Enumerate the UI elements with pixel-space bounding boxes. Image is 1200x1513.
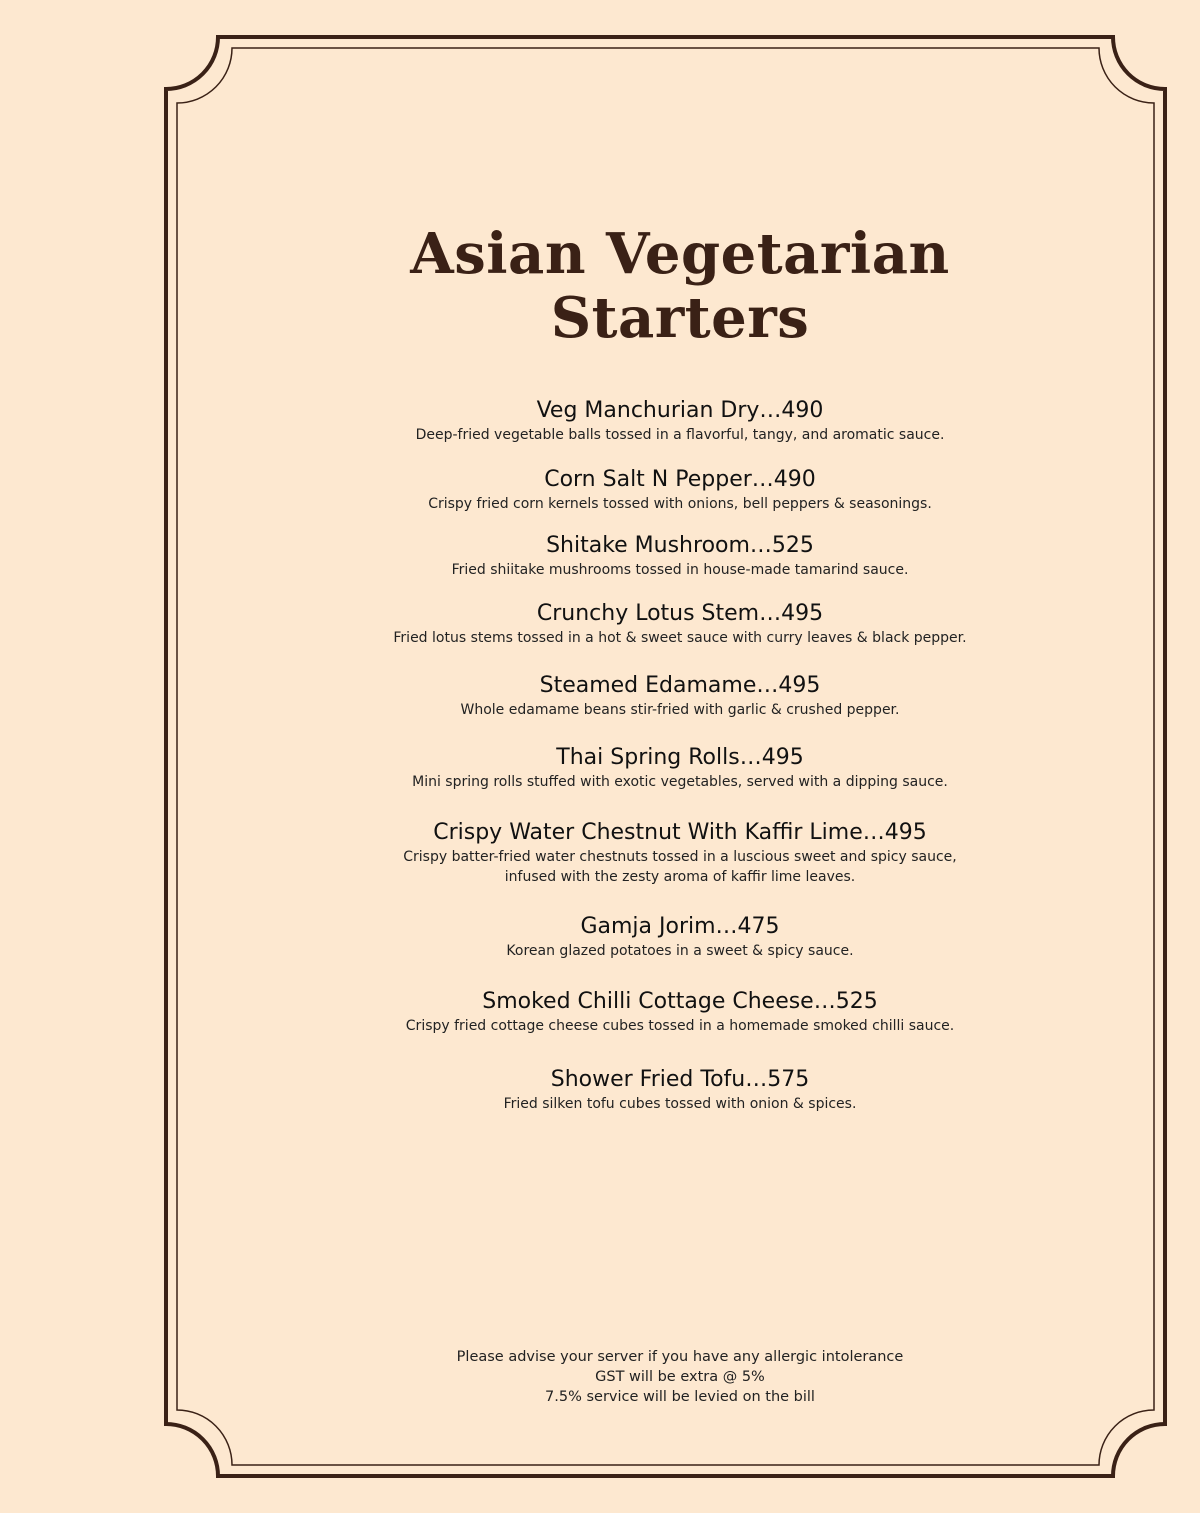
menu-item-price: 575 <box>767 1067 810 1092</box>
price-separator: … <box>756 673 779 698</box>
menu-item-description: Fried lotus stems tossed in a hot & sweet sauce with curry leaves & black pepper. <box>393 630 967 646</box>
menu-item <box>330 988 1030 1036</box>
menu-item-heading <box>330 819 1030 847</box>
menu-item-name: Smoked Chilli Cottage Cheese <box>482 989 814 1014</box>
menu-item-description: Crispy fried corn kernels tossed with onions, bell peppers & seasonings. <box>428 496 932 512</box>
menu-item <box>330 600 1030 648</box>
price-separator: … <box>715 914 738 939</box>
price-separator: … <box>759 398 782 423</box>
menu-item <box>330 672 1030 720</box>
menu-item-heading <box>330 913 1030 941</box>
price-separator: … <box>745 1067 768 1092</box>
price-separator: … <box>813 989 836 1014</box>
menu-item-heading <box>330 672 1030 700</box>
menu-item-heading <box>330 397 1030 425</box>
menu-item-price: 525 <box>771 533 814 558</box>
menu-item-name: Crunchy Lotus Stem <box>536 601 760 626</box>
menu-item-name: Thai Spring Rolls <box>556 745 740 770</box>
menu-item-description: Crispy fried cottage cheese cubes tossed in a homemade smoked chilli sauce. <box>405 1018 955 1034</box>
menu-item <box>330 744 1030 792</box>
menu-item <box>330 1066 1030 1114</box>
menu-item-description: Fried shiitake mushrooms tossed in house-made tamarind sauce. <box>451 562 909 578</box>
allergy-note: Please advise your server if you have any allergic intolerance <box>456 1349 904 1365</box>
menu-item-heading <box>330 1066 1030 1094</box>
menu-item-price: 495 <box>781 601 824 626</box>
price-separator: … <box>749 533 772 558</box>
menu-item-description: Deep-fried vegetable balls tossed in a flavorful, tangy, and aromatic sauce. <box>415 427 945 443</box>
service-charge-note: 7.5% service will be levied on the bill <box>545 1389 815 1405</box>
menu-item <box>330 532 1030 580</box>
price-separator: … <box>862 820 885 845</box>
menu-footer <box>330 1347 1030 1407</box>
menu-item-description: Korean glazed potatoes in a sweet & spicy sauce. <box>506 943 854 959</box>
menu-item-name: Steamed Edamame <box>539 673 757 698</box>
menu-item-heading <box>330 532 1030 560</box>
menu-item <box>330 819 1030 887</box>
menu-item-description: Fried silken tofu cubes tossed with onion & spices. <box>503 1096 857 1112</box>
menu-item-price: 495 <box>761 745 804 770</box>
menu-item-price: 495 <box>884 820 927 845</box>
menu-item-description: Crispy batter-fried water chestnuts tossed in a luscious sweet and spicy sauce, infused with the zesty aroma of kaffir lime leaves. <box>403 849 957 885</box>
menu-item-name: Crispy Water Chestnut With Kaffir Lime <box>433 820 863 845</box>
price-separator: … <box>759 601 782 626</box>
menu-item <box>330 466 1030 514</box>
menu-item-description: Mini spring rolls stuffed with exotic vegetables, served with a dipping sauce. <box>412 774 948 790</box>
menu-item-price: 525 <box>835 989 878 1014</box>
menu-item-description: Whole edamame beans stir-fried with garlic & crushed pepper. <box>460 702 900 718</box>
menu-item-price: 490 <box>781 398 824 423</box>
menu-item-name: Shitake Mushroom <box>546 533 750 558</box>
menu-item-price: 495 <box>778 673 821 698</box>
menu-item-name: Veg Manchurian Dry <box>536 398 760 423</box>
menu-item-heading <box>330 988 1030 1016</box>
price-separator: … <box>751 467 774 492</box>
menu-item-name: Gamja Jorim <box>580 914 716 939</box>
menu-title-line1: Asian Vegetarian <box>410 221 950 287</box>
menu-item-name: Shower Fried Tofu <box>550 1067 746 1092</box>
gst-note: GST will be extra @ 5% <box>595 1369 765 1385</box>
menu-item-name: Corn Salt N Pepper <box>544 467 752 492</box>
menu-title-line2: Starters <box>550 285 810 351</box>
menu-item-heading <box>330 600 1030 628</box>
menu-item-heading <box>330 466 1030 494</box>
menu-title <box>330 222 1030 350</box>
menu-item <box>330 913 1030 961</box>
menu-item-price: 490 <box>773 467 816 492</box>
price-separator: … <box>739 745 762 770</box>
menu-item-price: 475 <box>737 914 780 939</box>
menu-item-heading <box>330 744 1030 772</box>
menu-item <box>330 397 1030 445</box>
